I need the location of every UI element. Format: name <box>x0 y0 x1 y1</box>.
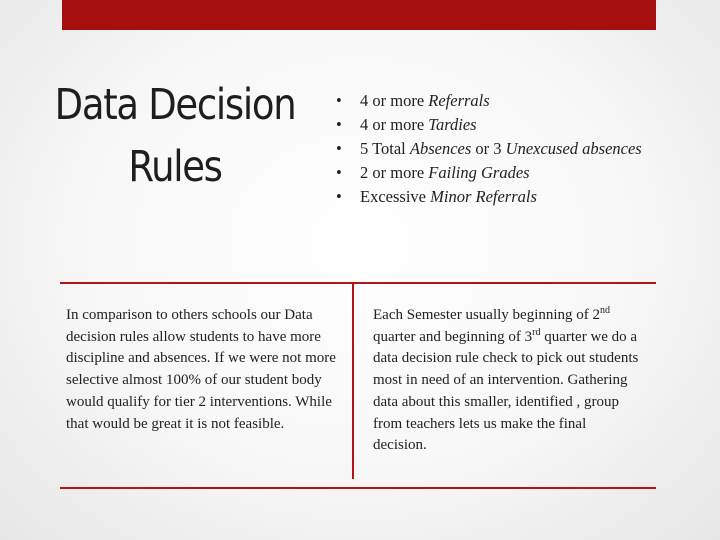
rule-emphasis: Minor Referrals <box>430 187 537 206</box>
bottom-divider <box>60 487 656 489</box>
top-divider <box>60 282 656 284</box>
title-line-1: Data Decision <box>54 80 296 130</box>
right-paragraph-part-2: quarter and beginning of 3 <box>373 328 533 345</box>
bullet-icon: • <box>336 139 342 158</box>
bullet-icon: • <box>336 115 342 134</box>
rule-item <box>336 113 642 137</box>
right-paragraph-part-1: Each Semester usually beginning of 2 <box>373 307 601 323</box>
rule-item <box>336 137 642 161</box>
superscript-rd: rd <box>532 326 541 338</box>
top-accent-bar <box>62 0 656 30</box>
rule-text: 5 Total <box>360 139 410 158</box>
vertical-divider <box>352 282 354 479</box>
bullet-icon: • <box>336 163 342 182</box>
left-paragraph: In comparison to others schools our Data decision rules allow students to have more discipline and absences. If we were not more selective almost 100% of our student body would qualify for tier 2 interventions. While that would be great it is not feasible. <box>66 307 336 432</box>
bullet-icon: • <box>336 187 342 206</box>
slide-title <box>50 74 299 198</box>
rule-item <box>336 185 642 209</box>
title-line-2: Rules <box>128 142 222 192</box>
rule-emphasis: Referrals <box>428 91 490 110</box>
rule-emphasis: Failing Grades <box>428 163 530 182</box>
rule-emphasis: Tardies <box>428 115 477 134</box>
right-paragraph-part-3: quarter we do a data decision rule check to pick out students most in need of an intervention. Gathering data about this smaller, identified , group from teachers lets us make the final decision. <box>373 328 639 454</box>
right-paragraph <box>373 305 643 457</box>
rule-item <box>336 161 642 185</box>
rule-text: Excessive <box>360 187 431 206</box>
rule-text: 4 or more <box>360 115 429 134</box>
superscript-nd: nd <box>600 305 611 316</box>
rule-emphasis-2: Unexcused absences <box>505 139 642 158</box>
rule-text: 2 or more <box>360 163 429 182</box>
rule-text: 4 or more <box>360 91 429 110</box>
bullet-icon: • <box>336 91 342 110</box>
rule-item <box>336 89 642 113</box>
rule-emphasis: Absences <box>409 139 472 158</box>
rule-text-mid: or 3 <box>471 139 506 158</box>
rules-list <box>336 89 642 209</box>
